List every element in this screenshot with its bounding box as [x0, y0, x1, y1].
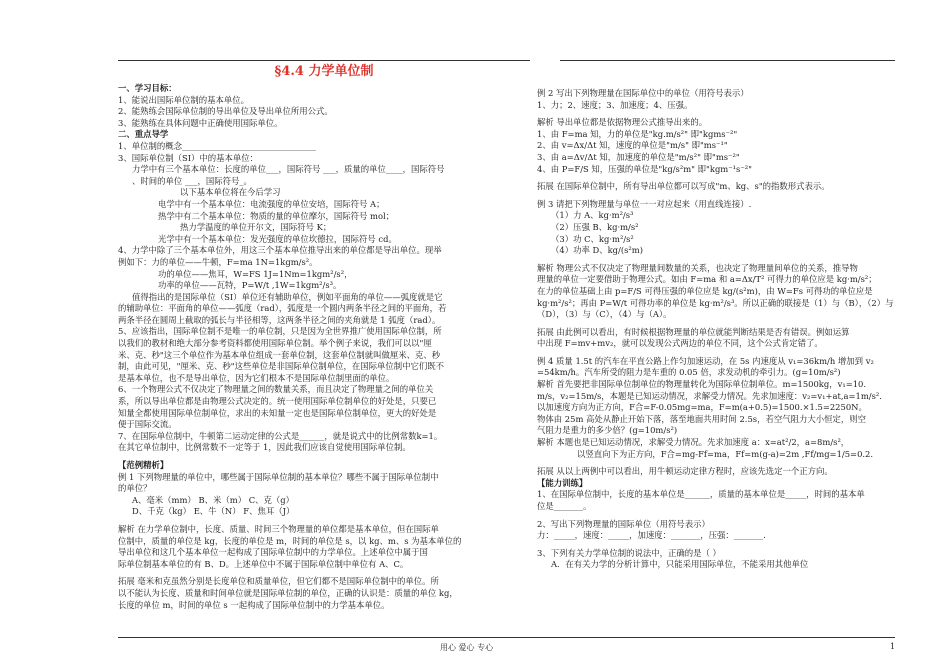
- left-text-line: 在其它单位制中，比例常数不一定等于 1，因此我们应该自觉使用国际单位制。: [118, 442, 411, 453]
- left-text-line: 1、单位制的概念________________________________: [118, 140, 316, 151]
- right-text-line: 以加速度方向为正方向，F合=F-0.05mg=ma，F=m(a+0.5)=1500.×1.5=2250N。: [537, 402, 867, 413]
- right-text-line: 例 2 写出下列物理量在国际单位中的单位（用符号表示）: [537, 88, 749, 98]
- left-text-line: 以我们的教材和绝大部分参考资料都使用国际单位制。举个例子来说，我们可以以"厘: [118, 338, 432, 349]
- page-title: §4.4 力学单位制: [274, 64, 374, 79]
- right-text-line: kg·m²/s²；再由 P=W/t 可得功率的单位是 kg·m²/s³。所以正确的联接是（1）与（B），（2）与: [537, 297, 894, 308]
- left-text-line: 4、力学中除了三个基本单位外，用这三个基本单位推导出来的单位都是导出单位。现举: [118, 245, 442, 256]
- right-text-line: 理量的单位一定要借助于物理公式。如由 F=ma 和 a=Δx/T² 可得力的单位应是 kg·m/s²；: [537, 274, 877, 285]
- right-text-line: 解析 物理公式不仅决定了物理量间数量的关系，也决定了物理量间单位的关系，推导物: [537, 262, 858, 273]
- left-text-line: 热学中有二个基本单位：物质的量的单位摩尔，国际符号 mol；: [158, 210, 395, 221]
- left-text-line: 的单位？: [118, 483, 152, 494]
- right-text-line: 物体由 25m 高处从静止开始下落，落至地面共用时间 2.5s，若空气阻力大小恒定，则空: [537, 413, 866, 424]
- right-text-line: 【能力训练】: [537, 477, 588, 488]
- right-text-line: 拓展 在国际单位制中，所有导出单位都可以写成"m、kg、s"的指数形式表示。: [537, 181, 830, 192]
- left-column: [118, 63, 530, 611]
- left-text-line: 际单位制基本单位的有 B、D。上述单位中不属于国际单位制中单位有 A、C。: [118, 558, 409, 569]
- left-text-line: 3、能熟练在具体问题中正确使用国际单位。: [118, 117, 283, 128]
- left-text-line: 制，由此可见，"厘米、克、秒"这些单位是非国际单位制单位，在国际单位制中它们既不: [118, 361, 444, 372]
- right-text-line: 气阻力是重力的多少倍？(g=10m/s²): [537, 425, 678, 436]
- right-column: [537, 88, 897, 571]
- right-text-line: 拓展 由此例可以看出，有时候根据物理量的单位就能判断结果是否有错误。例如运算: [537, 326, 850, 337]
- right-text-line: 1、由 F=ma 知，力的单位是"kg.m/s²" 即"kgms⁻²": [537, 128, 738, 139]
- right-text-line: 解析 导出单位都是依据物理公式推导出来的。: [537, 117, 708, 128]
- right-text-line: 中出现 F=mv+mv₂，就可以发现公式两边的单位不同，这个公式肯定错了。: [537, 338, 823, 349]
- right-text-line: 拓展 从以上两例中可以看出，用牛顿运动定律方程时，应该先选定一个正方向。: [537, 466, 833, 477]
- left-text-line: 米、克、秒"这三个单位作为基本单位组成一套单位制，这套单位制就叫做厘米、克、秒: [118, 349, 441, 360]
- right-text-line: （3）功 C、kg·m²/s²: [551, 233, 634, 244]
- left-text-line: A、毫米（mm） B、米（m） C、克（g）: [132, 494, 294, 505]
- right-text-line: 2、写出下列物理量的国际单位（用符号表示）: [537, 518, 710, 529]
- left-text-line: 是基本单位，也不是导出单位，因为它们根本不是国际单位制里面的单位。: [118, 372, 395, 383]
- left-text-line: 系，所以导出单位都是由物理公式决定的。统一使用国际单位制单位的好处是，只要已: [118, 396, 437, 407]
- left-text-line: 以不能认为长度、质量和时间单位就是国际单位制的单位，正确的认识是：质量的单位 kg，: [118, 587, 458, 598]
- left-text-line: 解析 在力学单位制中，长度、质量、时间三个物理量的单位都是基本单位，但在国际单: [118, 523, 439, 534]
- header-rule-left: [118, 60, 530, 61]
- right-text-line: （1）力 A、kg·m²/s³: [551, 210, 634, 221]
- right-text-line: =54km/h。汽车所受的阻力是车重的 0.05 倍，求发动机的牵引力。(g=10m/s²): [537, 367, 841, 378]
- page-number: 1: [890, 642, 896, 651]
- left-text-line: 力学中有三个基本单位：长度的单位___，国际符号 ___，质量的单位____，国际符号: [132, 164, 445, 175]
- right-text-line: （2）压强 B、kg·m/s²: [551, 221, 639, 232]
- right-text-line: 力：_____，速度：_____，加速度：_______，压强：_______.: [537, 530, 766, 541]
- right-text-line: 3、下列有关力学单位制的说法中，正确的是（ ）: [537, 547, 721, 558]
- left-text-line: 位制中，质量的单位是 kg，长度的单位是 m，时间的单位是 s，以 kg、m、s 为基本单位的: [118, 535, 462, 546]
- right-text-line: A．在有关力学的分析计算中，只能采用国际单位，不能采用其他单位: [551, 559, 809, 570]
- left-text-line: 光学中有一个基本单位：发光强度的单位坎德拉，国际符号 cd。: [158, 233, 397, 244]
- left-text-line: 电学中有一个基本单位：电流强度的单位安培，国际符号 A；: [158, 198, 385, 209]
- footer-rule: [118, 637, 895, 638]
- left-text-line: 1、能说出国际单位制的基本单位。: [118, 94, 249, 105]
- right-text-line: 例 3 请把下列物理量与单位一一对应起来（用直线连接）.: [537, 198, 752, 209]
- left-text-line: 【范例精析】: [118, 460, 169, 470]
- left-text-line: 以下基本单位将在今后学习: [180, 187, 281, 198]
- right-text-line: 例 4 质量 1.5t 的汽车在平直公路上作匀加速运动，在 5s 内速度从 v₁=36km/h 增加到 v₂: [537, 355, 874, 366]
- footer-motto: 用心 爱心 专心: [440, 643, 494, 652]
- right-text-line: 1、力；2、速度；3、加速度；4、压强。: [537, 99, 693, 110]
- left-text-line: 拓展 毫米和克虽然分别是长度单位和质量单位，但它们都不是国际单位制中的单位。所: [118, 576, 439, 587]
- right-text-line: 2、由 v=Δx/Δt 知，速度的单位是"m/s" 即"ms⁻¹": [537, 140, 728, 151]
- right-text-line: （4）功率 D、kg/(s²m): [551, 245, 643, 256]
- left-text-line: 热力学温度的单位开尔文，国际符号 K；: [180, 222, 332, 233]
- left-text-line: 值得指出的是国际单位（SI）单位还有辅助单位，例如平面角的单位——弧度就是它: [132, 291, 443, 302]
- left-text-line: 例如下：力的单位——牛顿，F=ma 1N=1kgm/s²。: [118, 256, 318, 267]
- left-text-line: D、千克（kg） E、牛（N） F、焦耳（J）: [132, 506, 295, 517]
- left-text-line: 两条半径在圆周上截取的弧长与半径相等，这两条半径之间的夹角就是 1 弧度（rad）。: [118, 314, 441, 325]
- left-text-line: 、时间的单位 ___，国际符号_。: [132, 175, 252, 186]
- right-text-line: 解析 首先要把非国际单位制单位的物理量转化为国际单位制单位。m=1500kg，v₁=10.: [537, 379, 867, 390]
- left-text-line: 长度的单位 m，时间的单位 s 一起构成了国际单位制中的力学基本单位。: [118, 599, 390, 610]
- left-text-line: 例 1 下列物理量的单位中，哪些属于国际单位制的基本单位？哪些不属于国际单位制中: [118, 471, 439, 482]
- right-text-line: 以竖直向下为正方向，F合=mg-Ff=ma，Ff=m(g-a)=2m ,Ff/mg=1/5=0.2.: [577, 448, 874, 459]
- left-text-line: 一、学习目标：: [118, 83, 177, 93]
- right-text-line: 在力的单位基础上由 p=F/S 可得压强的单位应是 kg/(s²m)，由 W=Fs 可得功的单位应是: [537, 285, 873, 296]
- left-text-line: 知量全都使用国际单位制单位，求出的未知量一定也是国际单位制单位，更大的好处是: [118, 407, 437, 418]
- left-text-line: 5、应该指出，国际单位制不是唯一的单位制，只是因为全世界推广使用国际单位制，所: [118, 326, 442, 337]
- right-text-line: 1、在国际单位制中，长度的基本单位是______，质量的基本单位是_____，时间的基本单: [537, 489, 865, 500]
- left-text-line: 2、能熟练会国际单位制的导出单位及导出单位所用公式。: [118, 106, 333, 117]
- right-text-line: （D），（3）与（C），（4）与（A）。: [537, 309, 672, 320]
- left-text-line: 6、一个物理公式不仅决定了物理量之间的数量关系，而且决定了物理量之间的单位关: [118, 384, 434, 395]
- left-text-line: 7、在国际单位制中，牛顿第二运动定律的公式是______，就是说式中的比例常数k=1。: [118, 430, 443, 441]
- right-text-line: 4、由 P=F/S 知，压强的单位是"kg/s²m" 即"kgm⁻¹s⁻²": [537, 163, 752, 174]
- left-text-line: 功率的单位——瓦特，P=W/t ,1W=1kgm²/s³。: [158, 280, 342, 291]
- right-text-line: 解析 本题也是已知运动情况，求解受力情况。先求加速度 a：x=at²/2，a=8m/s²，: [537, 437, 850, 448]
- left-text-line: 二、重点导学: [118, 129, 169, 140]
- left-text-line: 便于国际交流。: [118, 419, 177, 430]
- left-text-line: 导出单位和这几个基本单位一起构成了国际单位制中的力学单位。上述单位中属于国: [118, 547, 428, 558]
- right-text-line: m/s，v₂=15m/s，本题是已知运动情况，求解受力情况。先求加速度：v₂=v₁+at,a=1m/s².: [537, 390, 882, 401]
- left-text-line: 3、国际单位制（SI）中的基本单位：: [118, 152, 258, 163]
- header-rule-right: [560, 60, 895, 61]
- left-text-line: 功的单位——焦耳，W=FS 1J=1Nm=1kgm²/s²，: [158, 268, 353, 279]
- right-text-line: 位是_______。: [537, 501, 592, 511]
- left-text-line: 的辅助单位：平面角的单位——弧度（rad），弧度是一个圆内两条半径之间的平面角，若: [118, 303, 447, 314]
- right-text-line: 3、由 a=Δv/Δt 知，加速度的单位是"m/s²" 即"ms⁻²": [537, 151, 740, 162]
